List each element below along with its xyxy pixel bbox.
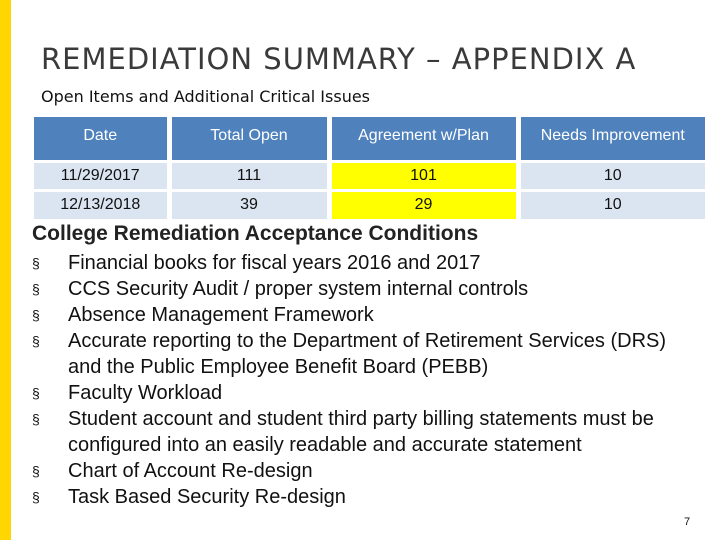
cell-total-open: 111 xyxy=(169,161,329,190)
slide-subtitle: Open Items and Additional Critical Issues xyxy=(41,87,371,106)
cell-needs-improvement: 10 xyxy=(518,190,705,219)
slide-title: REMEDIATION SUMMARY – APPENDIX A xyxy=(41,42,637,76)
accent-bar xyxy=(0,0,11,540)
cell-needs-improvement: 10 xyxy=(518,161,705,190)
column-header-needs-improvement: Needs Improvement xyxy=(518,117,705,161)
column-header-total-open: Total Open xyxy=(169,117,329,161)
table-header-row xyxy=(34,117,705,161)
page-number: 7 xyxy=(684,516,691,528)
list-item xyxy=(32,458,692,484)
list-item xyxy=(32,276,692,302)
bullet-icon: § xyxy=(32,281,40,297)
bullet-icon: § xyxy=(32,307,40,323)
list-item-text: Financial books for fiscal years 2016 and 2017 xyxy=(68,252,481,274)
cell-date: 11/29/2017 xyxy=(34,161,169,190)
bullet-icon: § xyxy=(32,411,40,427)
list-item-text: Task Based Security Re-design xyxy=(68,486,346,508)
list-item-text: Accurate reporting to the Department of Retirement Services (DRS) and the Public Employee Benefit Board (PEBB) xyxy=(68,330,667,378)
list-item-text: Student account and student third party billing statements must be configured into an easily readable and accurate statement xyxy=(68,408,654,456)
bullet-icon: § xyxy=(32,255,40,271)
conditions-list xyxy=(32,250,692,510)
cell-agreement-w-plan: 101 xyxy=(329,161,518,190)
list-item xyxy=(32,250,692,276)
table-row xyxy=(34,190,705,219)
cell-agreement-w-plan: 29 xyxy=(329,190,518,219)
column-header-agreement-w-plan: Agreement w/Plan xyxy=(329,117,518,161)
list-item-text: Chart of Account Re-design xyxy=(68,460,313,482)
bullet-icon: § xyxy=(32,333,40,349)
bullet-icon: § xyxy=(32,489,40,505)
list-item xyxy=(32,302,692,328)
remediation-summary-table xyxy=(34,117,705,219)
column-header-date: Date xyxy=(34,117,169,161)
cell-date: 12/13/2018 xyxy=(34,190,169,219)
list-item xyxy=(32,484,692,510)
bullet-icon: § xyxy=(32,463,40,479)
table-row xyxy=(34,161,705,190)
list-item xyxy=(32,380,692,406)
bullet-icon: § xyxy=(32,385,40,401)
list-item-text: CCS Security Audit / proper system internal controls xyxy=(68,278,529,300)
cell-total-open: 39 xyxy=(169,190,329,219)
list-item xyxy=(32,328,692,380)
list-item-text: Faculty Workload xyxy=(68,382,223,404)
list-item-text: Absence Management Framework xyxy=(68,304,374,326)
conditions-heading: College Remediation Acceptance Conditions xyxy=(32,222,479,245)
list-item xyxy=(32,406,692,458)
